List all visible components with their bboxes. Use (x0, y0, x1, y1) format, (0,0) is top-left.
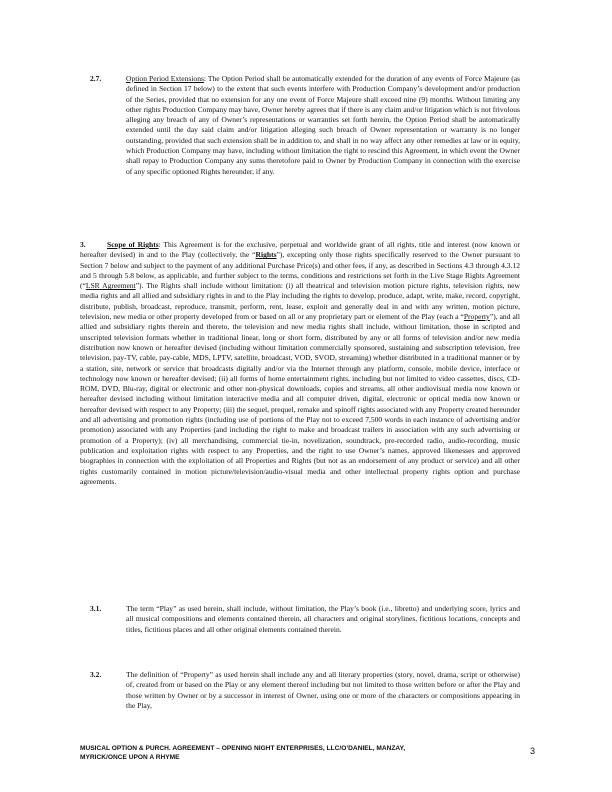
section-3-heading: Scope of Rights (107, 240, 159, 249)
section-2-7-text: : The Option Period shall be automatically extended for the duration of any events of Force Majeure (as defined in Section 17 below) to the extent that such events interfere with Production Company’s development and/or production of the Series, provided that no extension for any one event of Force Majeure shall exceed nine (9) months. Without limiting any other rights Production Company may have, Owner hereby agrees that if there is any claim and/or litigation which is not frivolous alleging any breach of any of Owner’s representations or warranties set forth herein, the Option Period shall be automatically extended until the day said claim and/or litigation alleging such breach of Owner representation or warranty is no longer outstanding, provided that such extension shall be in addition to, and shall in no way affect any other remedies at law or in equity, which Production Company may have, including without limitation the right to rescind this Agreement, in which event the Owner shall repay to Production Company any sums theretofore paid to Owner by Production Company in connection with the exercise of any specific optioned Rights hereunder, if any. (126, 74, 520, 176)
section-number-3: 3. (80, 240, 86, 249)
section-number-3-2: 3.2. (90, 670, 102, 679)
section-3-paragraph (80, 240, 520, 487)
section-number-3-1: 3.1. (90, 604, 102, 613)
footer-line-2: MYRICK/ONCE UPON A RHYME (80, 754, 180, 761)
page-number: 3 (530, 746, 536, 756)
section-2-7-paragraph (126, 74, 520, 177)
term-lsr-agreement: LSR Agreement (85, 281, 136, 291)
section-3-text-b: ”), excepting only those rights specifically reserved to the Owner pursuant to Section 7 below and subject to the payment of any additional Purchase Price(s) and other fees, if any, as described in Sections 4.3 through 4.3.12 and 5 through 5.8 below, as applicable, and further subject to the terms, conditions and restrictions set forth in the Live Stage Rights Agreement (“ (80, 250, 520, 291)
section-3-text-c: ”). The Rights shall include without limitation: (i) all theatrical and television motion picture rights, television rights, new media rights and all allied and subsidiary rights in and to the Play including the rights to develop, produce, adapt, write, make, record, copyright, distribute, publish, broadcast, reproduce, transmit, perform, rent, lease, exploit and generally deal in and with any written, motion picture, television, new media or other property developed from or based on all or any proprietary part or element of the Play (each a “ (80, 281, 520, 322)
term-property: Property (463, 312, 490, 322)
section-3-1-paragraph: The term “Play” as used herein, shall include, without limitation, the Play’s book (i.e., libretto) and underlying score, lyrics and all musical compositions and elements contained therein, all characters and original storylines, fictitious locations, concepts and titles, fictitious places and all other original elements contained therein. (126, 604, 520, 634)
page-footer (80, 744, 520, 762)
term-rights: Rights (255, 250, 277, 260)
section-3-text-a: : This Agreement is for the exclusive, perpetual and worldwide grant of all rights, title and interest (now known or hereafter devised) in and to the Play (collectively, the “ (80, 240, 520, 260)
section-3-text-d: ”), and all allied and subsidiary rights therein and thereto, the television and new media rights shall include, without limitation, those in scripted and unscripted television formats whether in traditional linear, long or short form, distributed by any or all forms of television and/or new media distribution now known or hereafter devised (including without limitation commercially sponsored, sustaining and subscription television, free television, pay-TV, cable, pay-cable, MDS, LPTV, satellite, broadcast, VOD, SVOD, streaming) whether distributed in a traditional manner or by a station, site, network or service that broadcasts digitally and/or via the Internet through any platform, console, mobile device, interface or technology now known or hereafter devised; (ii) all forms of home entertainment rights, including but not limited to video cassettes, discs, CD-ROM, DVD, Blu-ray, digital or electronic and other non-physical downloads, copies and streams, all other audiovisual media now known or hereafter devised including without limitation interactive media and all computer driven, digital, electronic or optical media now known or hereafter devised with respect to any Property; (iii) the sequel, prequel, remake and spinoff rights associated with any Property created hereunder and all advertising and promotion rights (including use of portions of the Play not to exceed 7,500 words in each instance of advertising and/or promotion) associated with any Properties (and including the right to make and broadcast trailers in association with any such advertising or promotion of a Property); (iv) all merchandising, commercial tie-in, novelization, soundtrack, pre-recorded radio, audio-recording, music publication and exploitation rights with respect to any Properties, and the right to use Owner’s names, approved likenesses and approved biographies in connection with the exploitation of all Properties and Rights (but not as an endorsement of any product or service) and all other rights customarily contained in motion picture/television/audio-visual media and other intellectual property rights option and purchase agreements. (80, 312, 520, 486)
section-number-2-7: 2.7. (90, 74, 102, 83)
footer-line-1: MUSICAL OPTION & PURCH. AGREEMENT – OPENING NIGHT ENTERPRISES, LLC/O’DANIEL, MANZAY, (80, 745, 406, 752)
section-3-2-paragraph: The definition of “Property” as used herein shall include any and all literary properties (story, novel, drama, script or otherwise) of, created from or based on the Play or any element thereof including but not limited to those written before or after the Play and those written by Owner or by a successor in interest of Owner, using one or more of the characters or compositions appearing in the Play, (126, 670, 520, 710)
section-2-7-heading: Option Period Extensions (126, 74, 204, 83)
